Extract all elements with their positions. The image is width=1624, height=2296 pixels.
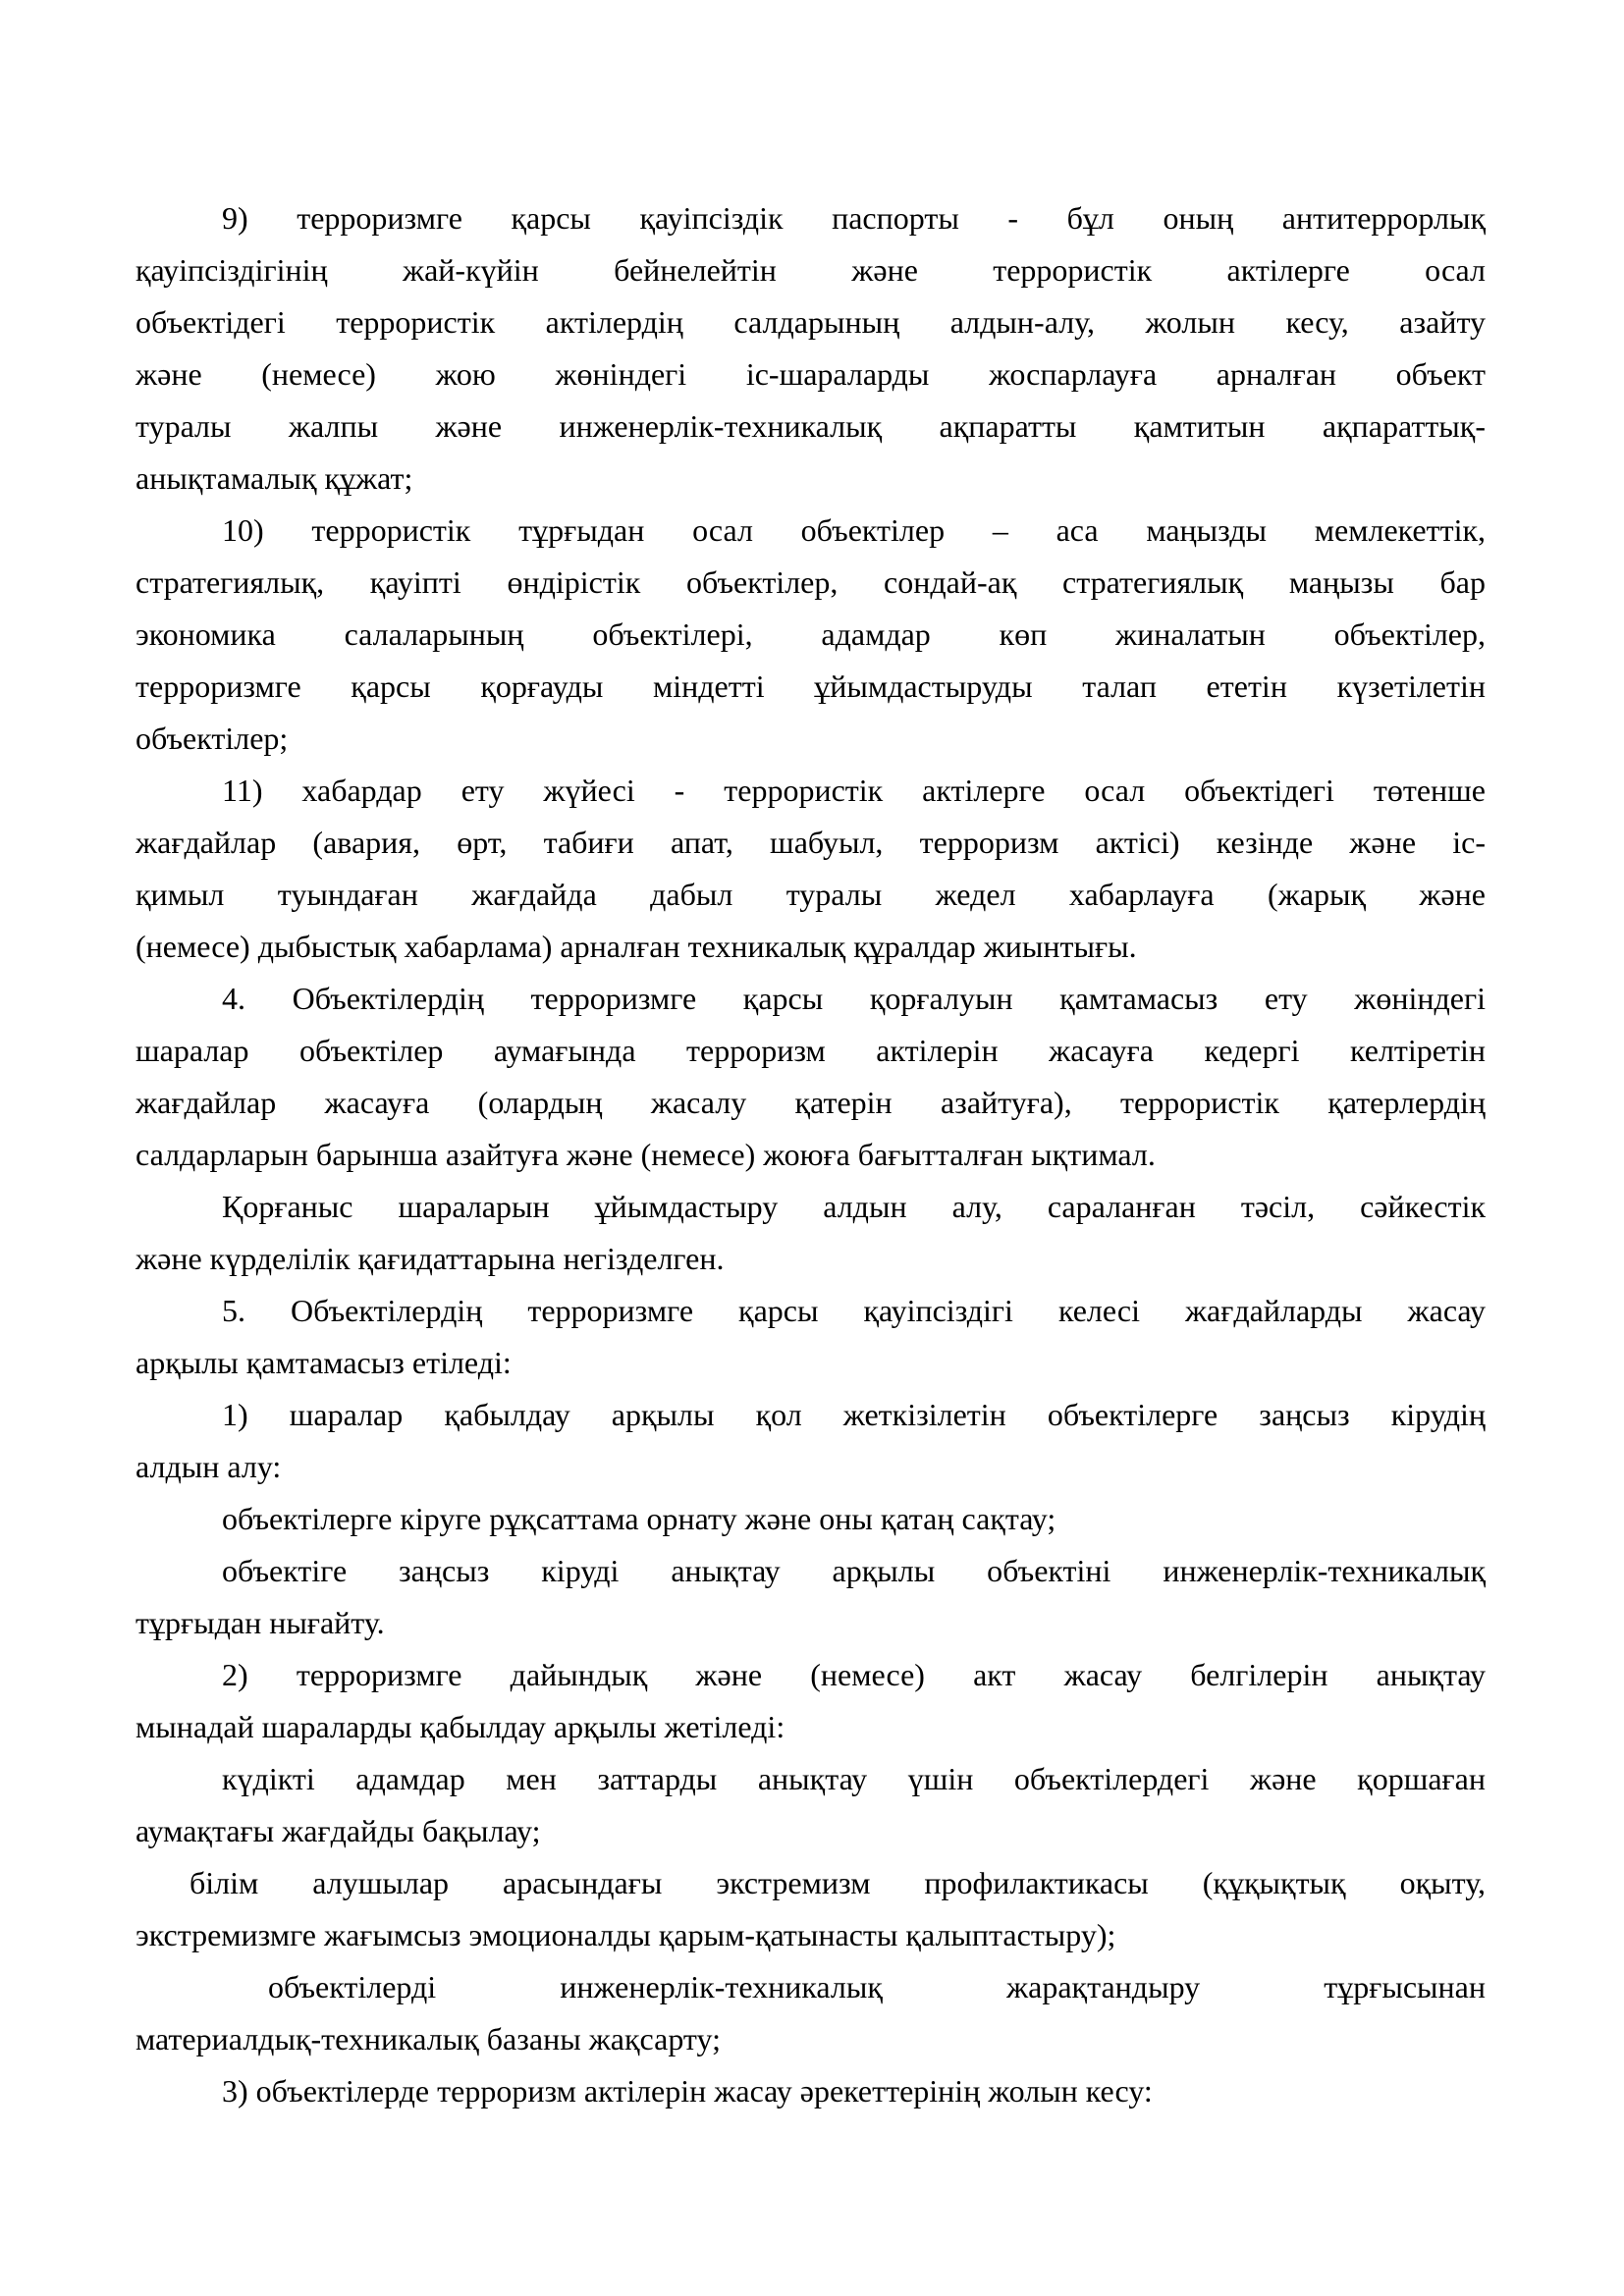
text-line: алдын алу: <box>135 1449 282 1484</box>
paragraph-technical-equipment-measure <box>135 1961 1486 2065</box>
paragraph-item-10-definition-vulnerable-objects <box>135 505 1486 765</box>
text-line: 5. Объектілердің терроризмге қарсы қауіпсіздігі келесі жағдайларды жасау <box>222 1293 1486 1328</box>
text-line: 3) объектілерде терроризм актілерін жасау әрекеттерінің жолын кесу: <box>222 2073 1153 2109</box>
paragraph-surveillance-measure <box>135 1753 1486 1857</box>
text-line: қауіпсіздігінің жай-күйін бейнелейтін және террористік актілерге осал <box>135 252 1486 288</box>
text-line: білім алушылар арасындағы экстремизм профилактикасы (құқықтық оқыту, <box>189 1865 1486 1900</box>
text-line: және күрделілік қағидаттарына негізделген. <box>135 1241 725 1276</box>
text-line: жағдайлар жасауға (олардың жасалу қатерін азайтуға), террористік қатерлердің <box>135 1085 1486 1120</box>
document-body <box>135 192 1486 2117</box>
paragraph-access-permit-measure <box>135 1493 1486 1545</box>
paragraph-clause-4-protection-measures <box>135 973 1486 1181</box>
paragraph-extremism-prevention-measure <box>135 1857 1486 1961</box>
text-line: шаралар объектілер аумағында терроризм актілерін жасауға кедергі келтіретін <box>135 1033 1486 1068</box>
paragraph-item-9-definition-passport <box>135 192 1486 505</box>
paragraph-defense-principles <box>135 1181 1486 1285</box>
text-line: арқылы қамтамасыз етіледі: <box>135 1345 512 1380</box>
text-line: жағдайлар (авария, өрт, табиғи апат, шабуыл, терроризм актісі) кезінде және іс- <box>135 825 1486 860</box>
text-line: 9) терроризмге қарсы қауіпсіздік паспорты - бұл оның антитеррорлық <box>222 200 1486 236</box>
text-line: объектілерге кіруге рұқсаттама орнату және оны қатаң сақтау; <box>222 1501 1056 1536</box>
text-line: 10) террористік тұрғыдан осал объектілер – аса маңызды мемлекеттік, <box>222 512 1486 548</box>
text-line: және (немесе) жою жөніндегі іс-шараларды жоспарлауға арналған объект <box>135 356 1486 392</box>
text-line: экстремизмге жағымсыз эмоционалды қарым-қатынасты қалыптастыру); <box>135 1917 1116 1952</box>
text-line: салдарларын барынша азайтуға және (немесе) жоюға бағытталған ықтимал. <box>135 1137 1156 1172</box>
text-line: Қорғаныс шараларын ұйымдастыру алдын алу, сараланған тәсіл, сәйкестік <box>222 1189 1486 1224</box>
paragraph-item-11-definition-notification-system <box>135 765 1486 973</box>
text-line: стратегиялық, қауіпті өндірістік объектілер, сондай-ақ стратегиялық маңызы бар <box>135 564 1486 600</box>
paragraph-subitem-3-suppression-of-acts <box>135 2065 1486 2117</box>
text-line: қимыл туындаған жағдайда дабыл туралы жедел хабарлауға (жарық және <box>135 877 1486 912</box>
text-line: экономика салаларының объектілері, адамдар көп жиналатын объектілер, <box>135 616 1486 652</box>
text-line: 4. Объектілердің терроризмге қарсы қорғалуын қамтамасыз ету жөніндегі <box>222 981 1486 1016</box>
paragraph-subitem-1-unlawful-entry-prevention <box>135 1389 1486 1493</box>
text-line: аумақтағы жағдайды бақылау; <box>135 1813 541 1848</box>
paragraph-clause-5-security-conditions <box>135 1285 1486 1389</box>
text-line: объектілерді инженерлік-техникалық жарақтандыру тұрғысынан <box>268 1969 1486 2004</box>
paragraph-subitem-2-detection-of-preparation <box>135 1649 1486 1753</box>
text-line: анықтамалық құжат; <box>135 460 413 496</box>
paragraph-engineering-strengthening-measure <box>135 1545 1486 1649</box>
text-line: объектідегі террористік актілердің салдарының алдын-алу, жолын кесу, азайту <box>135 304 1486 340</box>
text-line: объектілер; <box>135 721 289 756</box>
text-line: терроризмге қарсы қорғауды міндетті ұйымдастыруды талап ететін күзетілетін <box>135 668 1486 704</box>
text-line: (немесе) дыбыстық хабарлама) арналған техникалық құралдар жиынтығы. <box>135 929 1137 964</box>
text-line: материалдық-техникалық базаны жақсарту; <box>135 2021 721 2056</box>
text-line: 1) шаралар қабылдау арқылы қол жеткізілетін объектілерге заңсыз кірудің <box>222 1397 1486 1432</box>
text-line: тұрғыдан нығайту. <box>135 1605 385 1640</box>
text-line: мынадай шараларды қабылдау арқылы жетіледі: <box>135 1709 785 1744</box>
text-line: 2) терроризмге дайындық және (немесе) акт жасау белгілерін анықтау <box>222 1657 1486 1692</box>
text-line: 11) хабардар ету жүйесі - террористік актілерге осал объектідегі төтенше <box>222 773 1486 808</box>
text-line: туралы жалпы және инженерлік-техникалық ақпаратты қамтитын ақпараттық- <box>135 408 1486 444</box>
text-line: күдікті адамдар мен заттарды анықтау үшін объектілердегі және қоршаған <box>222 1761 1486 1796</box>
text-line: объектіге заңсыз кіруді анықтау арқылы объектіні инженерлік-техникалық <box>222 1553 1486 1588</box>
